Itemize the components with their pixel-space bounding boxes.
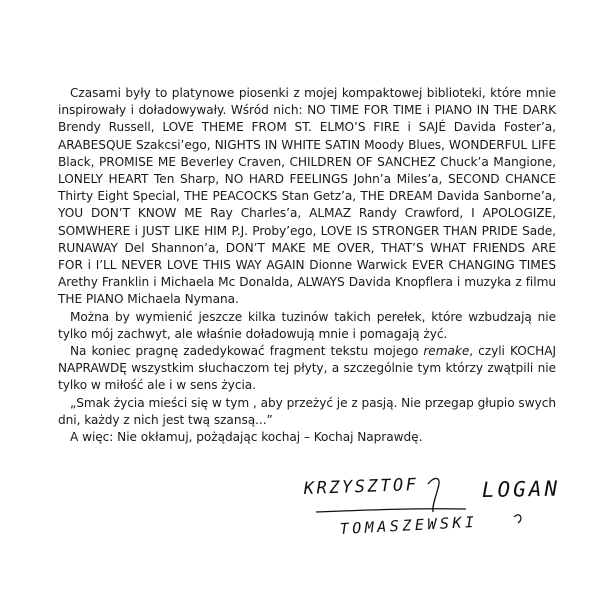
- handwritten-signature: [296, 462, 596, 552]
- dedication-text-start: Na koniec pragnę zadedykować fragment tekstu mojego: [70, 344, 424, 359]
- paragraph-song-list: Czasami były to platynowe piosenki z mojej kompaktowej biblioteki, które mnie inspirowały i doładowywały. Wśród nich: NO TIME FOR TIME i PIANO IN THE DARK Brendy Russell, LOVE THEME FROM ST. ELMO’S FIRE i SAJÉ Davida Foster’a, ARABESQUE Szakcsi’ego, NIGHTS IN WHITE SATIN Moody Blues, WONDERFUL LIFE Black, PROMISE ME Beverley Craven, CHILDREN OF SANCHEZ Chuck’a Mangione, LONELY HEART Ten Sharp, NO HARD FEELINGS John’a Miles’a, SECOND CHANCE Thirty Eight Special, THE PEACOCKS Stan Getz’a, THE DREAM Davida Sanborne’a, YOU DON’T KNOW ME Ray Charles’a, ALMAZ Randy Crawford, I APOLOGIZE, SOMWHERE i JUST LIKE HIM P.J. Proby’ego, LOVE IS STRONGER THAN PRIDE Sade, RUNAWAY Del Shannon’a, DON’T MAKE ME OVER, THAT’S WHAT FRIENDS ARE FOR i I’LL NEVER LOVE THIS WAY AGAIN Dionne Warwick EVER CHANGING TIMES Arethy Franklin i Michaela Mc Donalda, ALWAYS Davida Knopflera i muzyka z filmu THE PIANO Michaela Nymana.: [58, 86, 556, 307]
- svg-text:KRZYSZTOF: KRZYSZTOF: [303, 475, 419, 499]
- remake-word: remake: [423, 344, 470, 359]
- signature-drawing: [296, 462, 596, 552]
- paragraph-quote: „Smak życia mieści się w tym , aby przeżyć je z pasją. Nie przegap głupio swych dni, każdy z nich jest twą szansą...”: [58, 395, 556, 427]
- body-text: [58, 85, 556, 446]
- paragraph-more-pearls: Można by wymienić jeszcze kilka tuzinów takich perełek, które wzbudzają nie tylko mój zachwyt, ale właśnie doładowują mnie i pomagają żyć.: [58, 309, 556, 341]
- paragraph-dedication: [58, 343, 556, 395]
- dedication-text-end: , czyli KOCHAJ NAPRAWDĘ wszystkim słuchaczom tej płyty, a szczególnie tym którzy zwątpili nie tylko w miłość ale i w sens życia.: [58, 344, 556, 393]
- svg-text:TOMASZEWSKI: TOMASZEWSKI: [339, 512, 478, 538]
- svg-text:LOGAN: LOGAN: [481, 476, 561, 502]
- paragraph-closing: A więc: Nie okłamuj, pożądając kochaj – Kochaj Naprawdę.: [70, 430, 423, 445]
